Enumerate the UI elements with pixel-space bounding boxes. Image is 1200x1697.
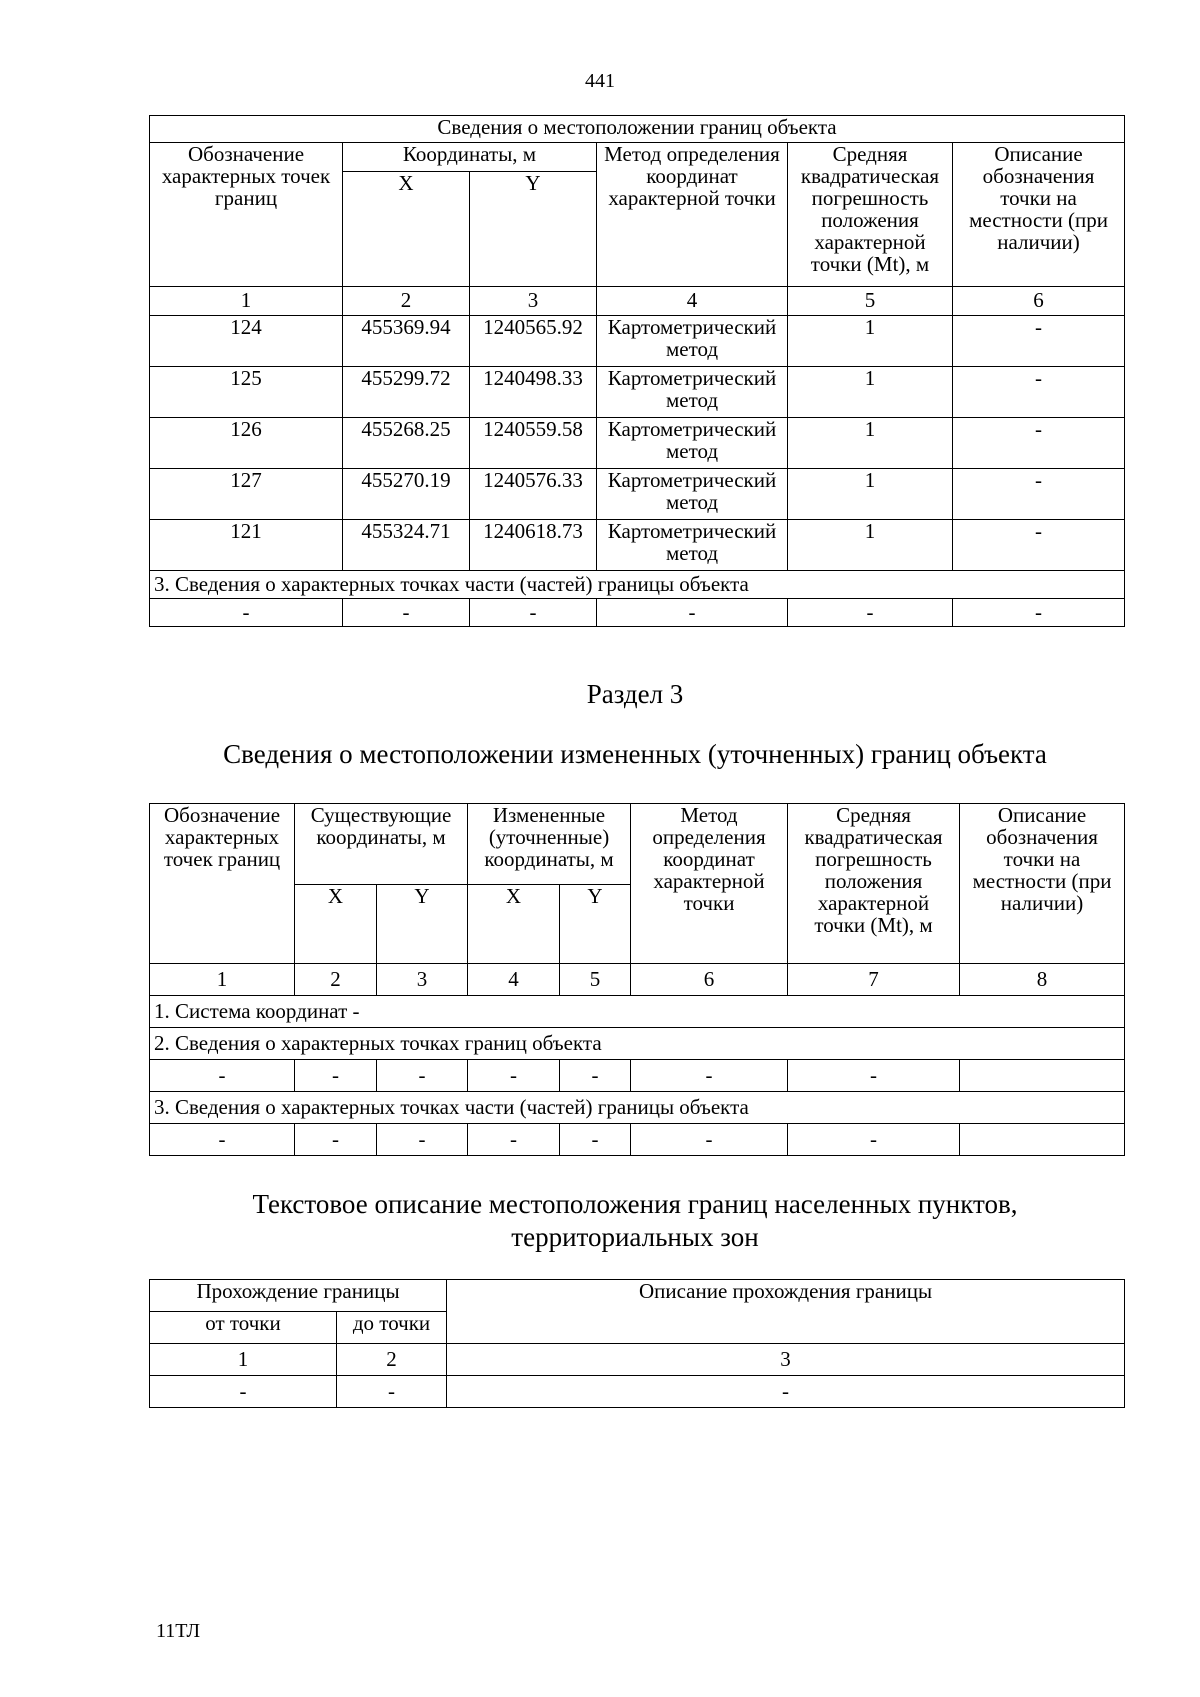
cell-dash: - <box>295 1124 377 1156</box>
cell-description: - <box>953 418 1125 469</box>
column-number: 7 <box>788 964 960 996</box>
page-number: 441 <box>585 70 615 92</box>
header-coordinates: Координаты, м <box>343 143 597 172</box>
header-error: Средняя квадратическая погрешность положения характерной точки (Mt), м <box>788 143 953 287</box>
header-y: Y <box>560 885 631 964</box>
column-number: 5 <box>788 287 953 316</box>
section-subheading: Сведения о местоположении измененных (уточненных) границ объекта <box>223 739 1047 769</box>
boundary-location-table <box>149 115 1125 627</box>
table-row <box>150 520 1125 571</box>
cell-dash: - <box>597 599 788 627</box>
section-row: 3. Сведения о характерных точках части (частей) границы объекта <box>150 1092 1125 1124</box>
table-row <box>150 1124 1125 1156</box>
cell-error: 1 <box>788 418 953 469</box>
cell-method: Картометрический метод <box>597 469 788 520</box>
column-number: 4 <box>468 964 560 996</box>
cell-error: 1 <box>788 520 953 571</box>
cell-dash: - <box>560 1060 631 1092</box>
text-description-heading-line2: территориальных зон <box>511 1222 759 1252</box>
section-heading: Раздел 3 <box>586 679 684 709</box>
table-row <box>150 418 1125 469</box>
cell-dash <box>960 1060 1125 1092</box>
column-number: 6 <box>953 287 1125 316</box>
cell-y: 1240576.33 <box>470 469 597 520</box>
section-row: 2. Сведения о характерных точках границ объекта <box>150 1028 1125 1060</box>
cell-description: - <box>953 316 1125 367</box>
column-number: 1 <box>150 964 295 996</box>
cell-dash: - <box>447 1376 1125 1408</box>
column-number: 1 <box>150 287 343 316</box>
cell-dash: - <box>150 599 343 627</box>
cell-dash <box>960 1124 1125 1156</box>
header-y: Y <box>470 172 597 287</box>
cell-dash: - <box>788 1124 960 1156</box>
header-designation: Обозначение характерных точек границ <box>150 804 295 964</box>
boundary-description-table <box>149 1279 1125 1408</box>
cell-method: Картометрический метод <box>597 418 788 469</box>
cell-dash: - <box>343 599 470 627</box>
header-designation: Обозначение характерных точек границ <box>150 143 343 287</box>
cell-dash: - <box>468 1060 560 1092</box>
cell-dash: - <box>470 599 597 627</box>
changed-boundary-table <box>149 803 1125 1156</box>
cell-x: 455369.94 <box>343 316 470 367</box>
column-number: 4 <box>597 287 788 316</box>
cell-description: - <box>953 520 1125 571</box>
cell-point: 125 <box>150 367 343 418</box>
table-row <box>150 1376 1125 1408</box>
cell-dash: - <box>150 1376 337 1408</box>
text-description-heading: Текстовое описание местоположения границ населенных пунктов, <box>252 1189 1018 1219</box>
cell-dash: - <box>953 599 1125 627</box>
cell-x: 455324.71 <box>343 520 470 571</box>
cell-dash: - <box>377 1124 468 1156</box>
header-x: X <box>343 172 470 287</box>
cell-dash: - <box>631 1124 788 1156</box>
header-passage: Прохождение границы <box>150 1280 447 1312</box>
cell-point: 127 <box>150 469 343 520</box>
cell-dash: - <box>150 1124 295 1156</box>
section-row: 1. Система координат - <box>150 996 1125 1028</box>
header-existing-coordinates: Существующие координаты, м <box>295 804 468 885</box>
cell-dash: - <box>631 1060 788 1092</box>
cell-dash: - <box>295 1060 377 1092</box>
cell-error: 1 <box>788 367 953 418</box>
cell-dash: - <box>468 1124 560 1156</box>
header-changed-coordinates: Измененные (уточненные) координаты, м <box>468 804 631 885</box>
cell-point: 124 <box>150 316 343 367</box>
cell-dash: - <box>788 599 953 627</box>
column-number: 8 <box>960 964 1125 996</box>
header-passage-description: Описание прохождения границы <box>447 1280 1125 1344</box>
header-description: Описание обозначения точки на местности (при наличии) <box>960 804 1125 964</box>
cell-description: - <box>953 367 1125 418</box>
column-number: 2 <box>295 964 377 996</box>
header-y: Y <box>377 885 468 964</box>
cell-x: 455299.72 <box>343 367 470 418</box>
cell-method: Картометрический метод <box>597 520 788 571</box>
cell-dash: - <box>377 1060 468 1092</box>
header-from-point: от точки <box>150 1312 337 1344</box>
cell-method: Картометрический метод <box>597 316 788 367</box>
cell-point: 126 <box>150 418 343 469</box>
cell-x: 455270.19 <box>343 469 470 520</box>
header-method: Метод определения координат характерной точки <box>631 804 788 964</box>
header-error: Средняя квадратическая погрешность положения характерной точки (Mt), м <box>788 804 960 964</box>
cell-method: Картометрический метод <box>597 367 788 418</box>
cell-error: 1 <box>788 469 953 520</box>
header-method: Метод определения координат характерной точки <box>597 143 788 287</box>
cell-description: - <box>953 469 1125 520</box>
header-x: X <box>295 885 377 964</box>
cell-dash: - <box>337 1376 447 1408</box>
column-number: 3 <box>377 964 468 996</box>
column-number: 5 <box>560 964 631 996</box>
table-row <box>150 469 1125 520</box>
section-row: 3. Сведения о характерных точках части (частей) границы объекта <box>150 571 1125 599</box>
cell-error: 1 <box>788 316 953 367</box>
column-number: 2 <box>337 1344 447 1376</box>
cell-dash: - <box>788 1060 960 1092</box>
cell-dash: - <box>560 1124 631 1156</box>
table-title: Сведения о местоположении границ объекта <box>150 116 1125 143</box>
table-row <box>150 367 1125 418</box>
cell-point: 121 <box>150 520 343 571</box>
column-number: 2 <box>343 287 470 316</box>
header-description: Описание обозначения точки на местности (при наличии) <box>953 143 1125 287</box>
column-number: 3 <box>470 287 597 316</box>
cell-x: 455268.25 <box>343 418 470 469</box>
cell-y: 1240498.33 <box>470 367 597 418</box>
column-number: 3 <box>447 1344 1125 1376</box>
cell-y: 1240618.73 <box>470 520 597 571</box>
header-x: X <box>468 885 560 964</box>
table-row <box>150 599 1125 627</box>
column-number: 6 <box>631 964 788 996</box>
cell-y: 1240565.92 <box>470 316 597 367</box>
cell-dash: - <box>150 1060 295 1092</box>
cell-y: 1240559.58 <box>470 418 597 469</box>
column-number: 1 <box>150 1344 337 1376</box>
table-row <box>150 1060 1125 1092</box>
header-to-point: до точки <box>337 1312 447 1344</box>
table-row <box>150 316 1125 367</box>
footer-code: 11ТЛ <box>156 1620 201 1642</box>
